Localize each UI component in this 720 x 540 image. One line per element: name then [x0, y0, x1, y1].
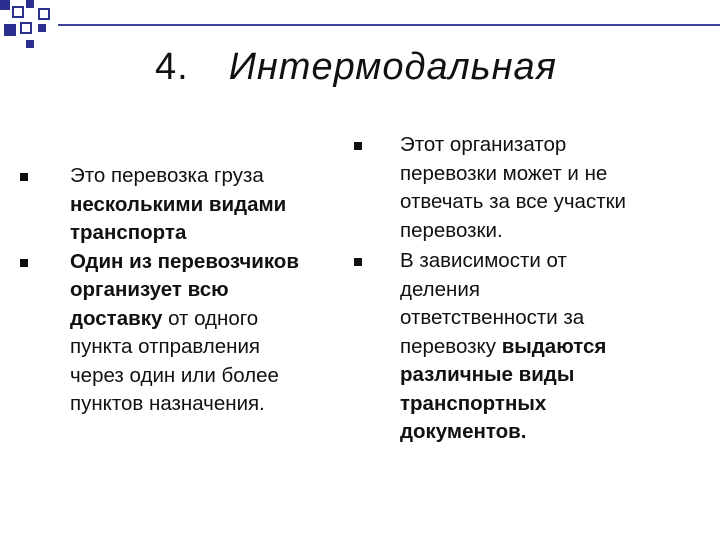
text-run: через один или более [70, 363, 279, 387]
ornament-square [4, 24, 16, 36]
bullet-line [400, 276, 690, 305]
bold-text: несколькими видами [70, 192, 287, 216]
title-number: 4. [155, 46, 189, 88]
text-run: пункта отправления [70, 335, 261, 358]
bold-text: выдаются [501, 334, 607, 358]
text-run: перевозку [400, 334, 502, 358]
bullet-line [400, 131, 690, 160]
bold-text: транспорта [70, 221, 187, 244]
bullet-item [400, 247, 690, 447]
bullet-line [400, 304, 690, 333]
left-bullet-list [70, 162, 360, 419]
text-run: перевозки может и не [400, 161, 608, 185]
bullet-line [70, 191, 360, 220]
bold-text: различные виды [400, 363, 575, 386]
bullet-line [400, 333, 690, 362]
bold-text: транспортных [400, 391, 547, 415]
text-run: деления [400, 277, 480, 301]
text-run: Это перевозка груза [70, 164, 264, 187]
bullet-line [400, 247, 690, 276]
bullet-marker [20, 259, 28, 267]
text-run: от одного [162, 306, 259, 330]
bullet-line [70, 362, 360, 391]
left-column [70, 162, 360, 419]
header-rule [58, 24, 720, 26]
text-run: пунктов назначения. [70, 392, 265, 415]
ornament-square [26, 0, 34, 8]
bullet-line [70, 333, 360, 362]
bold-text: доставку [70, 306, 163, 330]
bold-text: организует всю [70, 278, 229, 301]
bullet-line [400, 361, 690, 390]
text-run: Этот организатор [400, 133, 567, 156]
ornament-square [0, 0, 10, 10]
bullet-line [70, 162, 360, 191]
title-text: Интермодальная [228, 46, 557, 88]
right-bullet-list [400, 131, 690, 447]
bullet-item [70, 248, 360, 419]
bullet-marker [354, 258, 362, 266]
bullet-line [400, 217, 690, 246]
bullet-line [400, 160, 690, 189]
bullet-line [70, 305, 360, 334]
text-run: отвечать за все участки [400, 190, 627, 213]
bullet-marker [20, 173, 28, 181]
bullet-line [70, 390, 360, 419]
ornament-square [38, 8, 50, 20]
right-column [400, 131, 690, 447]
bullet-line [70, 219, 360, 248]
text-run: перевозки. [400, 218, 503, 242]
ornament-square [12, 6, 24, 18]
bullet-line [70, 276, 360, 305]
ornament-square [38, 24, 46, 32]
bullet-item [70, 162, 360, 248]
ornament-square [20, 22, 32, 34]
bullet-line [70, 248, 360, 277]
bold-text: Один из перевозчиков [70, 249, 299, 273]
bullet-line [400, 188, 690, 217]
text-run: ответственности за [400, 306, 585, 329]
bullet-marker [354, 142, 362, 150]
slide-title [155, 46, 557, 89]
bullet-item [400, 131, 690, 245]
bullet-line [400, 418, 690, 447]
text-run: В зависимости от [400, 249, 567, 272]
ornament-square [26, 40, 34, 48]
bold-text: документов. [400, 420, 527, 443]
bullet-line [400, 390, 690, 419]
